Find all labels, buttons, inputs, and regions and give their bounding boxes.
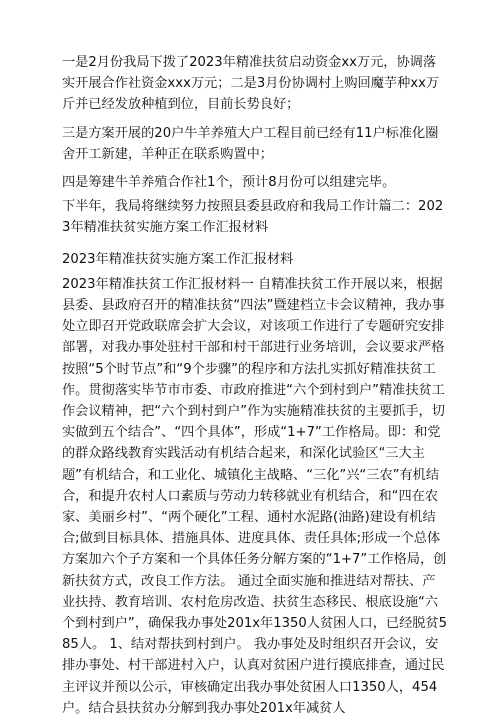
body-text: 2023年精准扶贫工作汇报材料一 自精准扶贫工作开展以来，根据县委、县政府召开的精准扶贫“四法”暨建档立卡会议精神，我办事处立即召开党政联席会扩大会议，对该项工作进行了专题研究安排部署，对我办事处驻村干部和村干部进行业务培训，会议要求严格按照“5个时节点”和“9个步骤”的程序和方法扎实抓好精准扶贫工作。贯彻落实毕节市市委、市政府推进“六个到村到户”精准扶贫工作会议精神，把“六个到村到户”作为实施精准扶贫的主要抓手，切实做到五个结合”、“四个具体”，形成“1+7”工作格局。即：和党的群众路线教育实践活动有机结合起来，和深化试验区“三大主题”有机结合，和工业化、城镇化主战略、“三化”兴“三农”有机结合，和提升农村人口素质与劳动力转移就业有机结合，和“四在农家、美丽乡村”、“两个硬化”工程、通村水泥路(油路)建设有机结合;做到目标具体、措施具体、进度具体、责任具体;形成一个总体方案加六个子方案和一个具体任务分解方案的“1+7”工作格局，创新扶贫方式，改良工作方法。 通过全面实施和推进结对帮扶、产业扶持、教育培训、农村危房改造、扶贫生态移民、根底设施“六个到村到户”，确保我办事处201x年1350人贫困人口，已经脱贫585人。 1、结对帮扶到村到户。 我办事处及时组织召开会议，安排办事处、村干部进村入户，认真对贫困户进行摸底排查，通过民主评议并预以公示，审核确定出我办事处贫困人口1350人，454户。结合县扶贫办分解到我办事处201x年减贫人	[62, 276, 448, 716]
paragraph-second-half: 下半年，我局将继续努力按照县委县政府和我局工作计篇二：2023年精准扶贫实施方案工作汇报材料	[62, 199, 444, 236]
section-title: 2023年精准扶贫实施方案工作汇报材料	[62, 251, 294, 267]
paragraph-livestock: 三是方案开展的20户牛羊养殖大户工程目前已经有11户标准化圈舍开工新建，羊种正在联系购置中；	[62, 125, 439, 162]
paragraph-cooperative: 四是筹建牛羊养殖合作社1个，预计8月份可以组建完毕。	[62, 175, 396, 191]
paragraph-funding: 一是2月份我局下拨了2023年精准扶贫启动资金xx万元，协调落实开展合作社资金xxx万元；二是3月份协调村上购回魔芋种xx万斤并已经发放种植到位，目前长势良好；	[62, 55, 440, 113]
document-page	[62, 52, 448, 726]
